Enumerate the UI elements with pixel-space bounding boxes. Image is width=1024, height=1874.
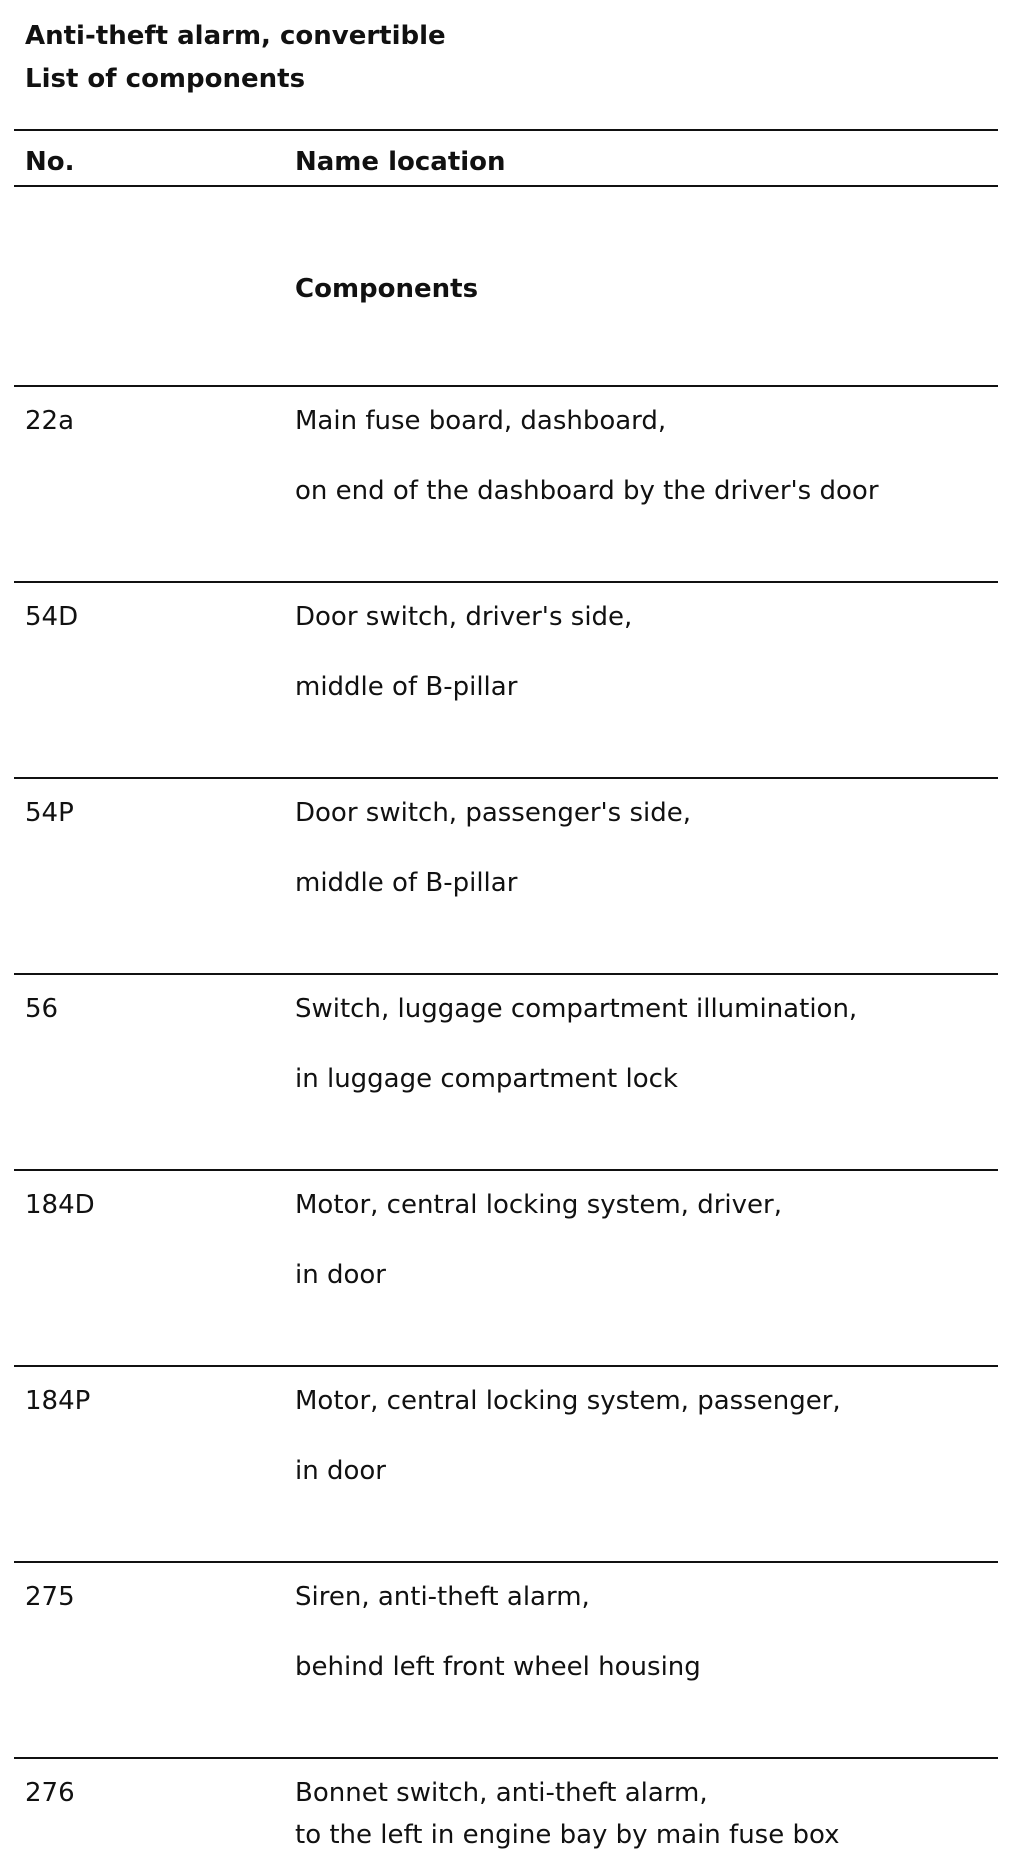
table-row bbox=[0, 777, 1024, 973]
component-number: 276 bbox=[25, 1778, 75, 1808]
component-name: Bonnet switch, anti-theft alarm, bbox=[295, 1778, 708, 1808]
component-name: Door switch, driver's side, bbox=[295, 602, 633, 632]
table-row bbox=[0, 1561, 1024, 1757]
row-divider bbox=[14, 777, 998, 779]
row-divider bbox=[14, 1757, 998, 1759]
component-location: in luggage compartment lock bbox=[295, 1064, 678, 1094]
table-row bbox=[0, 1757, 1024, 1874]
document-title: Anti-theft alarm, convertible bbox=[25, 21, 446, 51]
component-name: Switch, luggage compartment illumination, bbox=[295, 994, 858, 1024]
table-row bbox=[0, 973, 1024, 1169]
table-top-rule bbox=[14, 129, 998, 131]
table-row bbox=[0, 1169, 1024, 1365]
component-name: Motor, central locking system, passenger, bbox=[295, 1386, 841, 1416]
component-location: in door bbox=[295, 1260, 386, 1290]
component-number: 56 bbox=[25, 994, 59, 1024]
row-divider bbox=[14, 973, 998, 975]
row-divider bbox=[14, 581, 998, 583]
component-location: on end of the dashboard by the driver's door bbox=[295, 476, 879, 506]
component-location: middle of B-pillar bbox=[295, 672, 518, 702]
document-subtitle: List of components bbox=[25, 64, 306, 94]
component-number: 22a bbox=[25, 406, 75, 436]
component-number: 184D bbox=[25, 1190, 95, 1220]
component-name: Motor, central locking system, driver, bbox=[295, 1190, 782, 1220]
component-name: Main fuse board, dashboard, bbox=[295, 406, 667, 436]
component-name: Door switch, passenger's side, bbox=[295, 798, 692, 828]
component-number: 54D bbox=[25, 602, 79, 632]
component-name: Siren, anti-theft alarm, bbox=[295, 1582, 590, 1612]
table-row bbox=[0, 1365, 1024, 1561]
component-location: to the left in engine bay by main fuse box bbox=[295, 1820, 840, 1850]
header-name-location: Name location bbox=[295, 147, 506, 177]
row-divider bbox=[14, 385, 998, 387]
component-location: in door bbox=[295, 1456, 386, 1486]
section-heading: Components bbox=[295, 274, 479, 304]
component-location: middle of B-pillar bbox=[295, 868, 518, 898]
component-number: 54P bbox=[25, 798, 74, 828]
header-bottom-rule bbox=[14, 185, 998, 187]
component-location: behind left front wheel housing bbox=[295, 1652, 701, 1682]
header-no: No. bbox=[25, 147, 75, 177]
component-number: 275 bbox=[25, 1582, 75, 1612]
row-divider bbox=[14, 1169, 998, 1171]
component-number: 184P bbox=[25, 1386, 91, 1416]
row-divider bbox=[14, 1561, 998, 1563]
table-row bbox=[0, 385, 1024, 581]
table-row bbox=[0, 581, 1024, 777]
row-divider bbox=[14, 1365, 998, 1367]
